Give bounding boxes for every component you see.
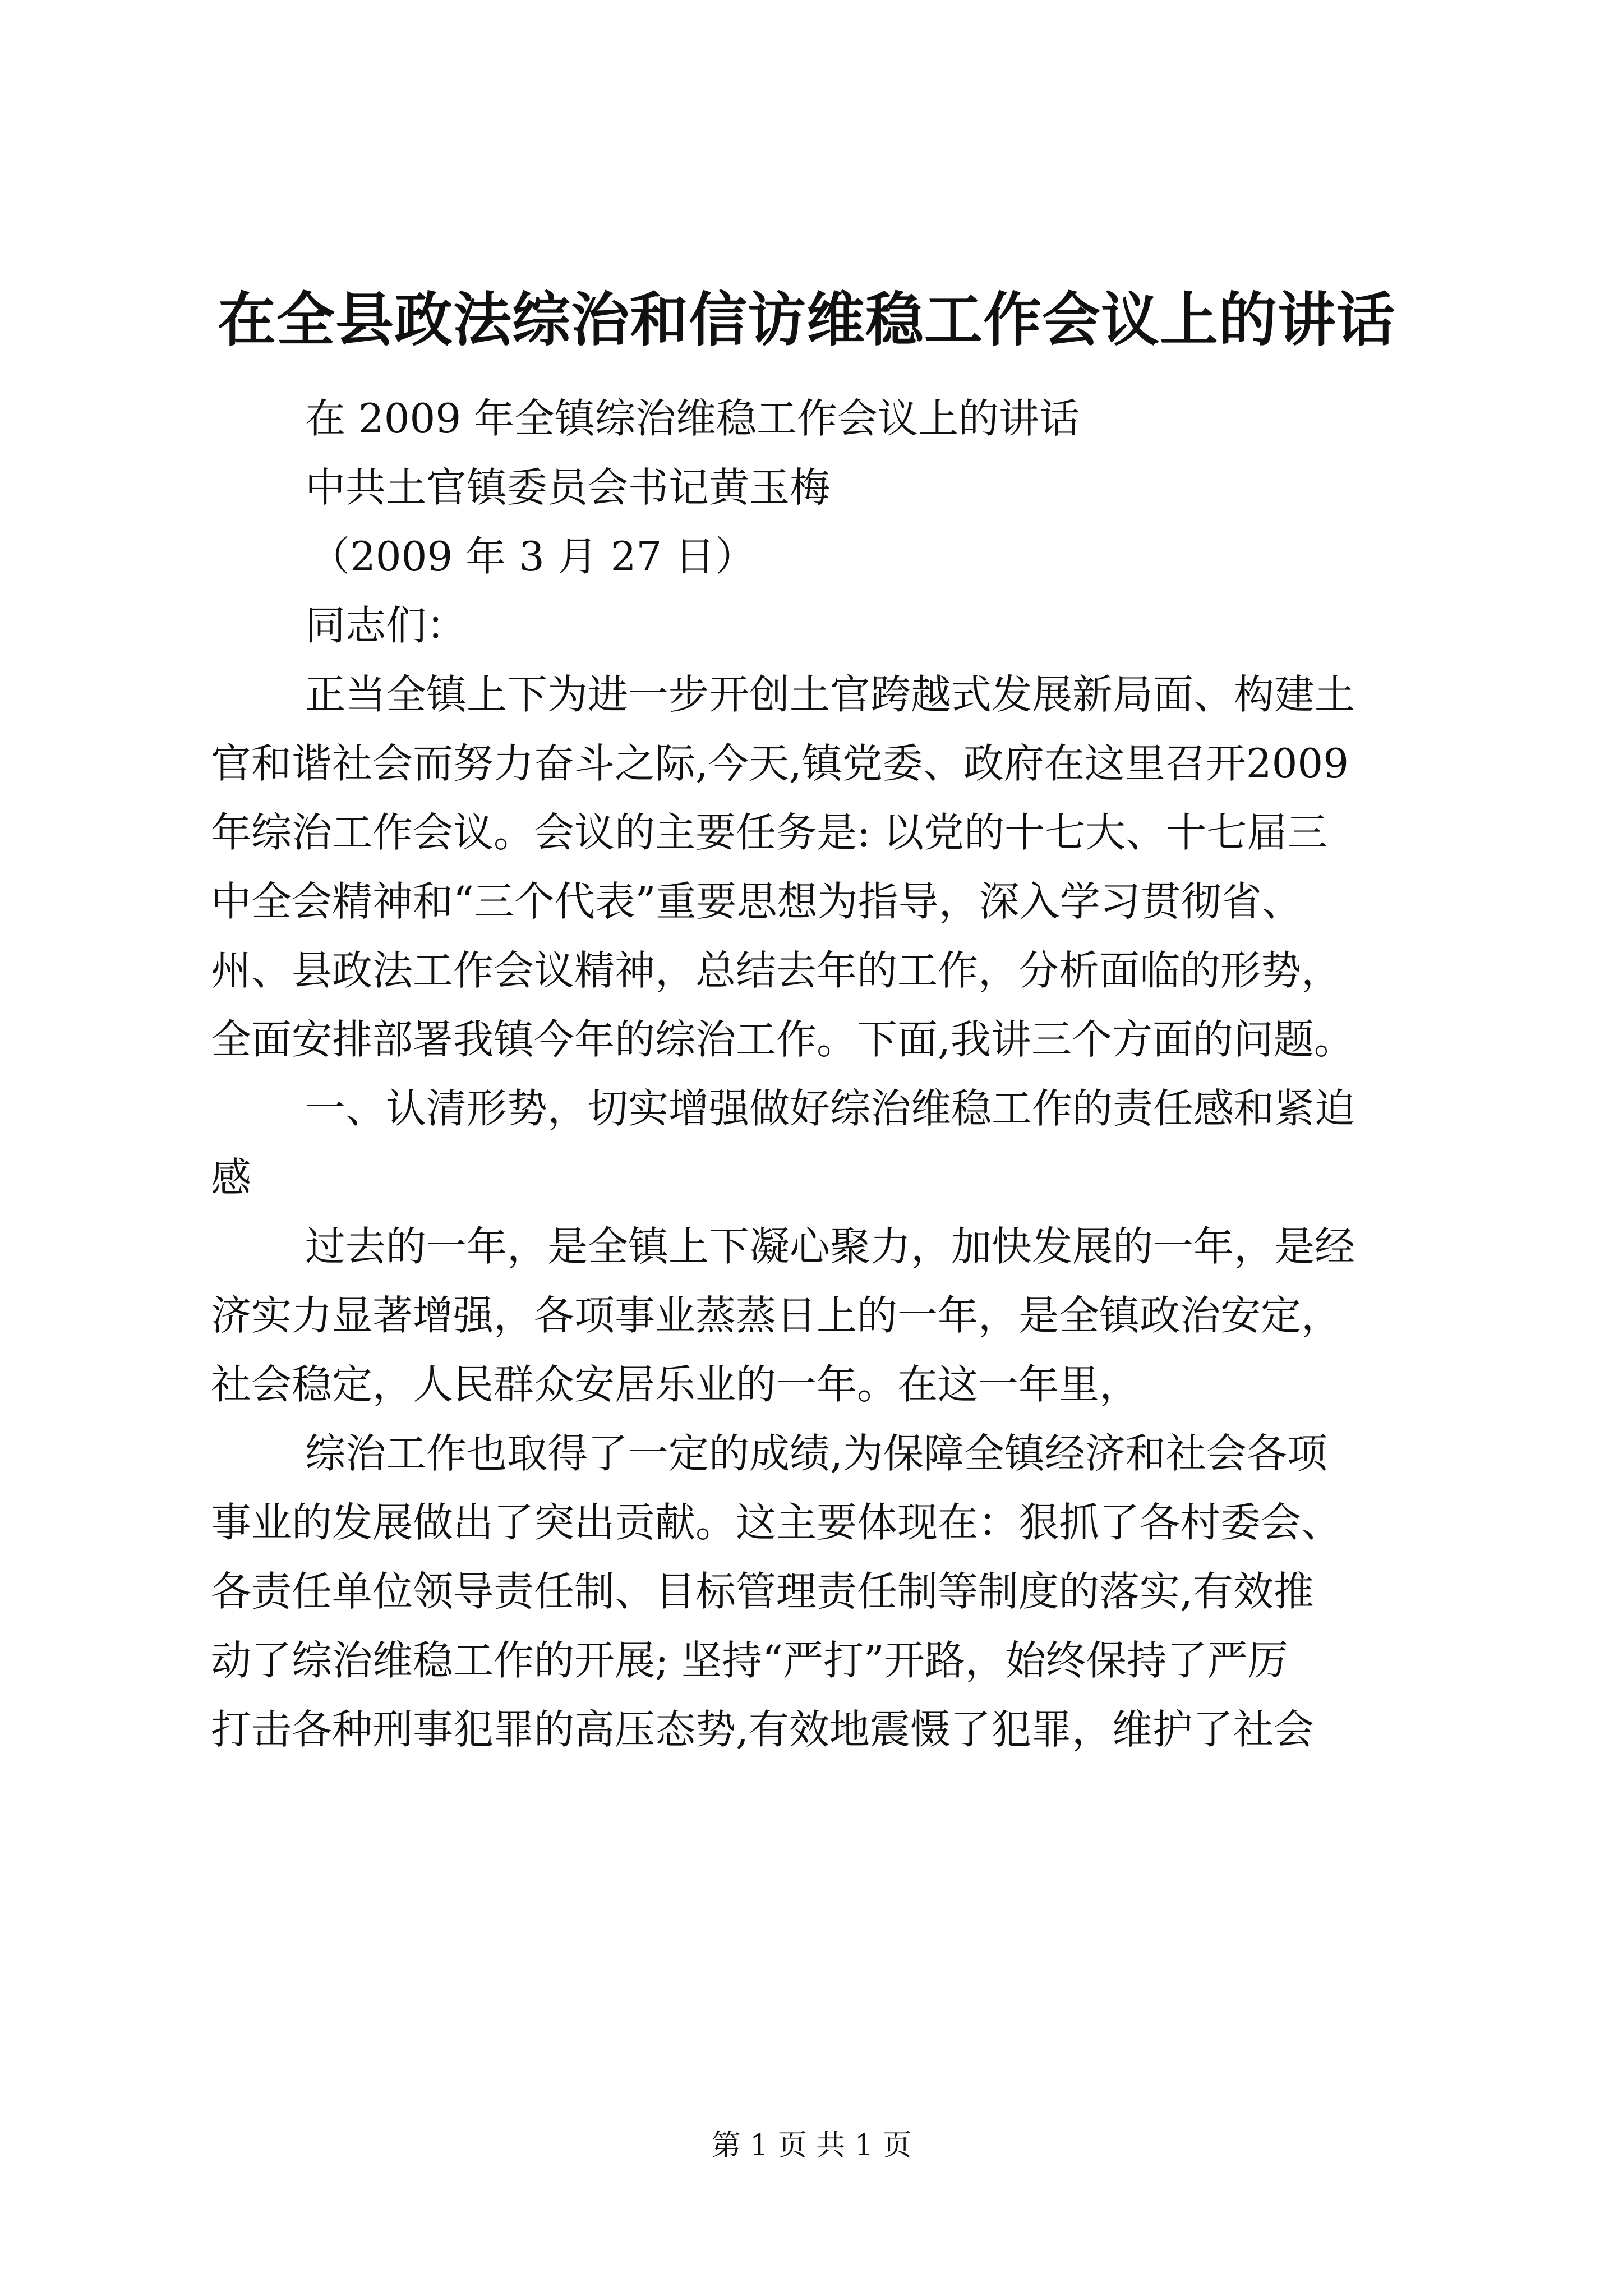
body-line: 正当全镇上下为进一步开创土官跨越式发展新局面、构建土 — [305, 671, 1355, 718]
body-line: 中全会精神和“三个代表”重要思想为指导，深入学习贯彻省、 — [211, 878, 1302, 925]
document-author: 中共土官镇委员会书记黄玉梅 — [305, 464, 831, 511]
body-line: 州、县政法工作会议精神，总结去年的工作，分析面临的形势， — [211, 947, 1342, 994]
body-line: 年综治工作会议。会议的主要任务是: 以党的十七大、十七届三 — [211, 809, 1328, 856]
body-line: 各责任单位领导责任制、目标管理责任制等制度的落实,有效推 — [211, 1568, 1314, 1615]
section-heading-line: 一、认清形势，切实增强做好综治维稳工作的责任感和紧迫 — [305, 1085, 1355, 1132]
document-body — [211, 384, 1428, 1764]
body-line: 济实力显著增强，各项事业蒸蒸日上的一年，是全镇政治安定， — [211, 1292, 1342, 1339]
body-line: 全面安排部署我镇今年的综治工作。下面,我讲三个方面的问题。 — [211, 1016, 1354, 1063]
body-line: 过去的一年，是全镇上下凝心聚力，加快发展的一年，是经 — [305, 1223, 1355, 1270]
body-line: 社会稳定，人民群众安居乐业的一年。在这一年里， — [211, 1361, 1140, 1408]
document-subtitle: 在 2009 年全镇综治维稳工作会议上的讲话 — [305, 395, 1080, 442]
document-date: （2009 年 3 月 27 日） — [310, 533, 756, 580]
body-line: 官和谐社会而努力奋斗之际,今天,镇党委、政府在这里召开2009 — [211, 740, 1349, 787]
body-line: 动了综治维稳工作的开展; 坚持“严打”开路，始终保持了严厉 — [211, 1637, 1288, 1684]
document-salutation: 同志们： — [305, 602, 467, 649]
document-title: 在全县政法综治和信访维稳工作会议上的讲话 — [218, 285, 1396, 354]
section-heading-line: 感 — [211, 1154, 252, 1201]
body-line: 打击各种刑事犯罪的高压态势,有效地震慑了犯罪，维护了社会 — [211, 1706, 1314, 1753]
body-line: 事业的发展做出了突出贡献。这主要体现在：狠抓了各村委会、 — [211, 1499, 1342, 1546]
page-footer: 第 1 页 共 1 页 — [711, 2129, 912, 2162]
body-line: 综治工作也取得了一定的成绩,为保障全镇经济和社会各项 — [305, 1430, 1327, 1477]
